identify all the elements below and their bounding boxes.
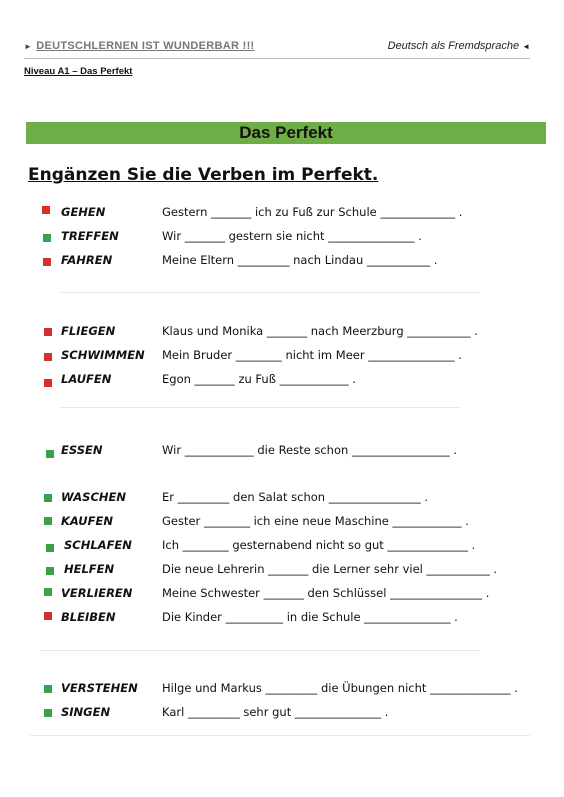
exercise-row	[0, 562, 564, 580]
verb-label: LAUFEN	[61, 372, 112, 386]
exercise-row	[0, 610, 564, 628]
marker-square-icon	[44, 612, 52, 620]
sentence-text: Klaus und Monika _______ nach Meerzburg ___________ .	[162, 324, 478, 338]
marker-square-icon	[44, 494, 52, 502]
verb-label: KAUFEN	[61, 514, 113, 528]
scan-artifact	[30, 735, 530, 736]
arrow-right-icon: ►	[24, 42, 33, 51]
sentence-text: Meine Eltern _________ nach Lindau ___________ .	[162, 253, 438, 267]
sentence-text: Egon _______ zu Fuß ____________ .	[162, 372, 356, 386]
header-divider	[24, 58, 530, 59]
verb-label: SCHLAFEN	[64, 538, 132, 552]
exercise-row	[0, 538, 564, 556]
level-label: Niveau A1 – Das Perfekt	[24, 66, 133, 77]
sentence-text: Wir ____________ die Reste schon _________________ .	[162, 443, 458, 457]
sentence-text: Gester ________ ich eine neue Maschine ____________ .	[162, 514, 469, 528]
verb-label: SCHWIMMEN	[61, 348, 145, 362]
exercise-row	[0, 253, 564, 271]
exercise-row	[0, 205, 564, 223]
verb-label: WASCHEN	[61, 490, 127, 504]
marker-square-icon	[44, 379, 52, 387]
verb-label: FLIEGEN	[61, 324, 116, 338]
arrow-left-icon: ◄	[522, 42, 530, 51]
exercise-row	[0, 705, 564, 723]
sentence-text: Gestern _______ ich zu Fuß zur Schule _____________ .	[162, 205, 463, 219]
verb-label: ESSEN	[61, 443, 103, 457]
verb-label: TREFFEN	[61, 229, 119, 243]
sentence-text: Die neue Lehrerin _______ die Lerner sehr viel ___________ .	[162, 562, 498, 576]
verb-label: VERLIEREN	[61, 586, 133, 600]
marker-square-icon	[44, 517, 52, 525]
sentence-text: Hilge und Markus _________ die Übungen nicht ______________ .	[162, 681, 518, 695]
subject-label	[388, 40, 530, 52]
brand-text: DEUTSCHLERNEN IST WUNDERBAR !!!	[36, 40, 255, 52]
marker-square-icon	[46, 544, 54, 552]
sentence-text: Karl _________ sehr gut _______________ .	[162, 705, 389, 719]
verb-label: GEHEN	[61, 205, 106, 219]
marker-square-icon	[44, 709, 52, 717]
exercise-row	[0, 443, 564, 461]
exercise-instruction: Engänzen Sie die Verben im Perfekt.	[28, 165, 379, 185]
sentence-text: Ich ________ gesternabend nicht so gut ______________ .	[162, 538, 476, 552]
marker-square-icon	[44, 353, 52, 361]
marker-square-icon	[44, 685, 52, 693]
marker-square-icon	[44, 328, 52, 336]
exercise-row	[0, 372, 564, 390]
marker-square-icon	[44, 588, 52, 596]
exercise-row	[0, 229, 564, 247]
sentence-text: Mein Bruder ________ nicht im Meer _______________ .	[162, 348, 462, 362]
marker-square-icon	[42, 206, 50, 214]
brand-title	[24, 40, 255, 52]
verb-label: BLEIBEN	[61, 610, 116, 624]
scan-artifact	[60, 407, 460, 408]
verb-label: HELFEN	[64, 562, 115, 576]
exercise-row	[0, 586, 564, 604]
sentence-text: Wir _______ gestern sie nicht _______________ .	[162, 229, 422, 243]
sentence-text: Die Kinder __________ in die Schule _______________ .	[162, 610, 458, 624]
exercise-row	[0, 514, 564, 532]
scan-artifact	[60, 292, 480, 293]
verb-label: SINGEN	[61, 705, 111, 719]
marker-square-icon	[43, 258, 51, 266]
marker-square-icon	[46, 450, 54, 458]
page-title: Das Perfekt	[26, 122, 546, 144]
verb-label: VERSTEHEN	[61, 681, 138, 695]
exercise-row	[0, 324, 564, 342]
scan-artifact	[40, 650, 480, 651]
verb-label: FAHREN	[61, 253, 113, 267]
sentence-text: Er _________ den Salat schon ________________ .	[162, 490, 429, 504]
document-header	[24, 40, 530, 56]
exercise-row	[0, 681, 564, 699]
sentence-text: Meine Schwester _______ den Schlüssel ________________ .	[162, 586, 490, 600]
marker-square-icon	[46, 567, 54, 575]
subject-text: Deutsch als Fremdsprache	[387, 40, 520, 52]
marker-square-icon	[43, 234, 51, 242]
exercise-row	[0, 490, 564, 508]
exercise-row	[0, 348, 564, 366]
